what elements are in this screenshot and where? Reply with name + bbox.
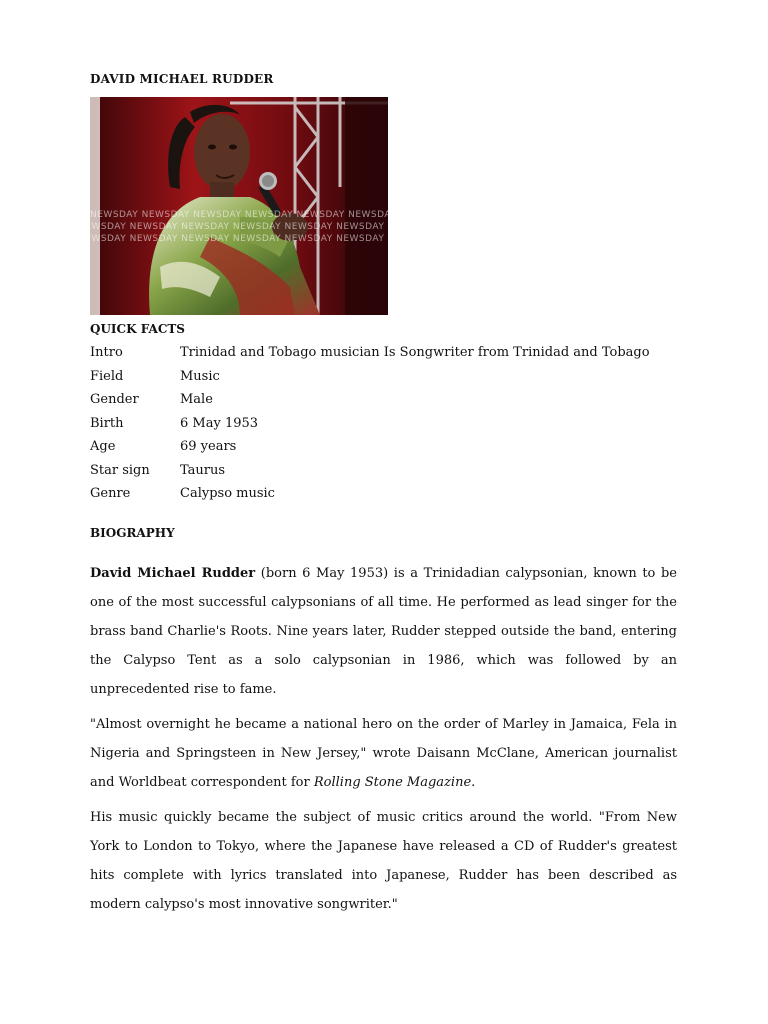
fact-key: Birth [90,415,124,431]
watermark-text: NEWSDAY NEWSDAY NEWSDAY NEWSDAY NEWSDAY NEWSDAY NEWSDAY NEWSDAY [90,210,500,220]
artist-photo [78,97,500,315]
magazine-name: Rolling Stone Magazine. [313,775,476,790]
paragraph-text: His music quickly became the subject of music critics around the world. "From New York to London to Tokyo, where the Japanese have released a CD of Rudder's greatest hits complete with lyrics translated into Japanese, Rudder has been described as modern calypso's most innovative songwriter." [90,810,677,912]
fact-row-genre [90,486,680,502]
biography-paragraph-3 [90,803,677,919]
fact-row-star-sign [90,463,680,479]
biography-paragraph-1 [90,559,677,704]
fact-key: Star sign [90,462,150,478]
fact-key: Intro [90,345,123,360]
document-title: DAVID MICHAEL RUDDER [90,72,274,86]
quick-facts-heading: QUICK FACTS [90,322,185,336]
biography-paragraph-2 [90,710,677,797]
watermark-text: NEWSDAY NEWSDAY NEWSDAY NEWSDAY NEWSDAY NEWSDAY NEWSDAY NEWSDAY [78,222,488,232]
fact-key: Gender [90,392,139,407]
biography-heading: BIOGRAPHY [90,526,175,540]
fact-row-intro [90,345,680,361]
fact-key: Field [90,368,124,384]
fact-value: 69 years [180,439,237,454]
fact-value: Male [180,392,213,407]
fact-value: Calypso music [180,486,275,501]
fact-value: Taurus [180,462,226,478]
biography-body [90,559,677,925]
artist-photo-illustration [78,97,500,315]
fact-value: 6 May 1953 [180,415,259,431]
artist-name: David Michael Rudder [90,566,256,581]
fact-key: Genre [90,486,131,501]
fact-row-gender [90,392,680,408]
quick-facts-table [90,345,680,510]
fact-row-age [90,439,680,455]
fact-row-birth [90,416,680,432]
fact-value: Music [180,368,220,384]
watermark-text: NEWSDAY NEWSDAY NEWSDAY NEWSDAY NEWSDAY NEWSDAY NEWSDAY NEWSDAY [78,234,488,244]
fact-row-field [90,369,680,385]
paragraph-text: (born 6 May 1953) is a Trinidadian calypsonian, known to be one of the most successful calypsonians of all time. He performed as lead singer for the brass band Charlie's Roots. Nine years later, Rudder stepped outside the band, entering the Calypso Tent as a solo calypsonian in 1986, which was followed by an unprecedented rise to fame. [90,566,677,697]
fact-key: Age [90,439,116,454]
paragraph-text: "Almost overnight he became a national hero on the order of Marley in Jamaica, Fela in Nigeria and Springsteen in New Jersey," wrote Daisann McClane, American journalist and Worldbeat correspondent for [90,717,677,790]
fact-value: Trinidad and Tobago musician Is Songwriter from Trinidad and Tobago [180,345,650,360]
